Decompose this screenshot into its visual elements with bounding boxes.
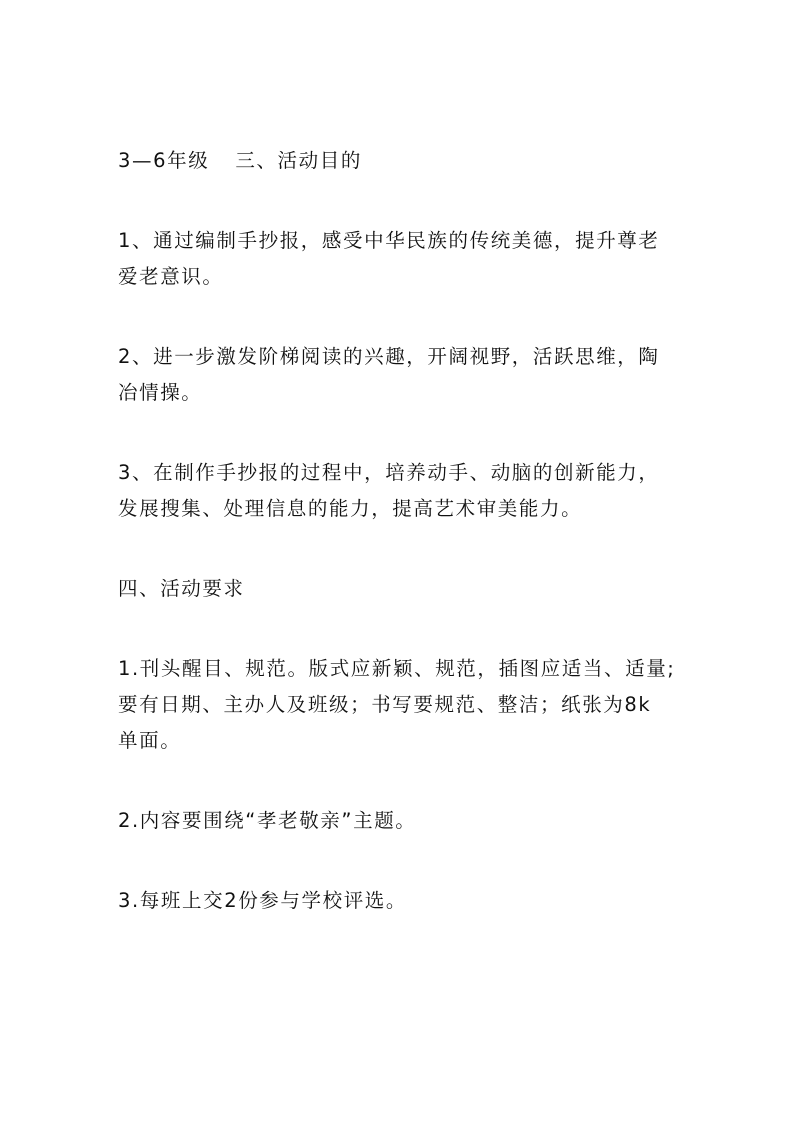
goal-2-line-1: 2、进一步激发阶梯阅读的兴趣，开阔视野，活跃思维，陶 xyxy=(118,345,660,368)
goal-item-1 xyxy=(118,223,678,295)
goal-1-line-1: 1、通过编制手抄报，感受中华民族的传统美德，提升尊老 xyxy=(118,229,660,252)
goal-3-line-2: 发展搜集、处理信息的能力，提高艺术审美能力。 xyxy=(118,497,583,520)
requirement-item-2 xyxy=(118,803,678,839)
document-body xyxy=(118,143,678,963)
section-heading-goals xyxy=(118,143,678,179)
requirement-1-line-1: 1.刊头醒目、规范。版式应新颖、规范，插图应适当、适量; xyxy=(118,657,676,680)
requirement-1-line-3: 单面。 xyxy=(118,729,182,752)
requirements-heading xyxy=(118,571,678,607)
requirement-2-line-1: 2.内容要围绕“孝老敬亲”主题。 xyxy=(118,809,417,832)
goal-item-2 xyxy=(118,339,678,411)
requirements-heading-text: 四、活动要求 xyxy=(118,577,245,600)
goal-item-3 xyxy=(118,455,678,527)
goals-heading: 三、活动目的 xyxy=(235,149,362,172)
goal-3-line-1: 3、在制作手抄报的过程中，培养动手、动脑的创新能力， xyxy=(118,461,660,484)
grade-label: 3—6年级 xyxy=(118,149,210,172)
requirement-1-line-2: 要有日期、主办人及班级；书写要规范、整洁；纸张为8k xyxy=(118,693,652,716)
requirement-3-line-1: 3.每班上交2份参与学校评选。 xyxy=(118,889,408,912)
goal-2-line-2: 冶情操。 xyxy=(118,381,203,404)
goal-1-line-2: 爱老意识。 xyxy=(118,265,224,288)
requirement-item-3 xyxy=(118,883,678,919)
requirement-item-1 xyxy=(118,651,678,759)
